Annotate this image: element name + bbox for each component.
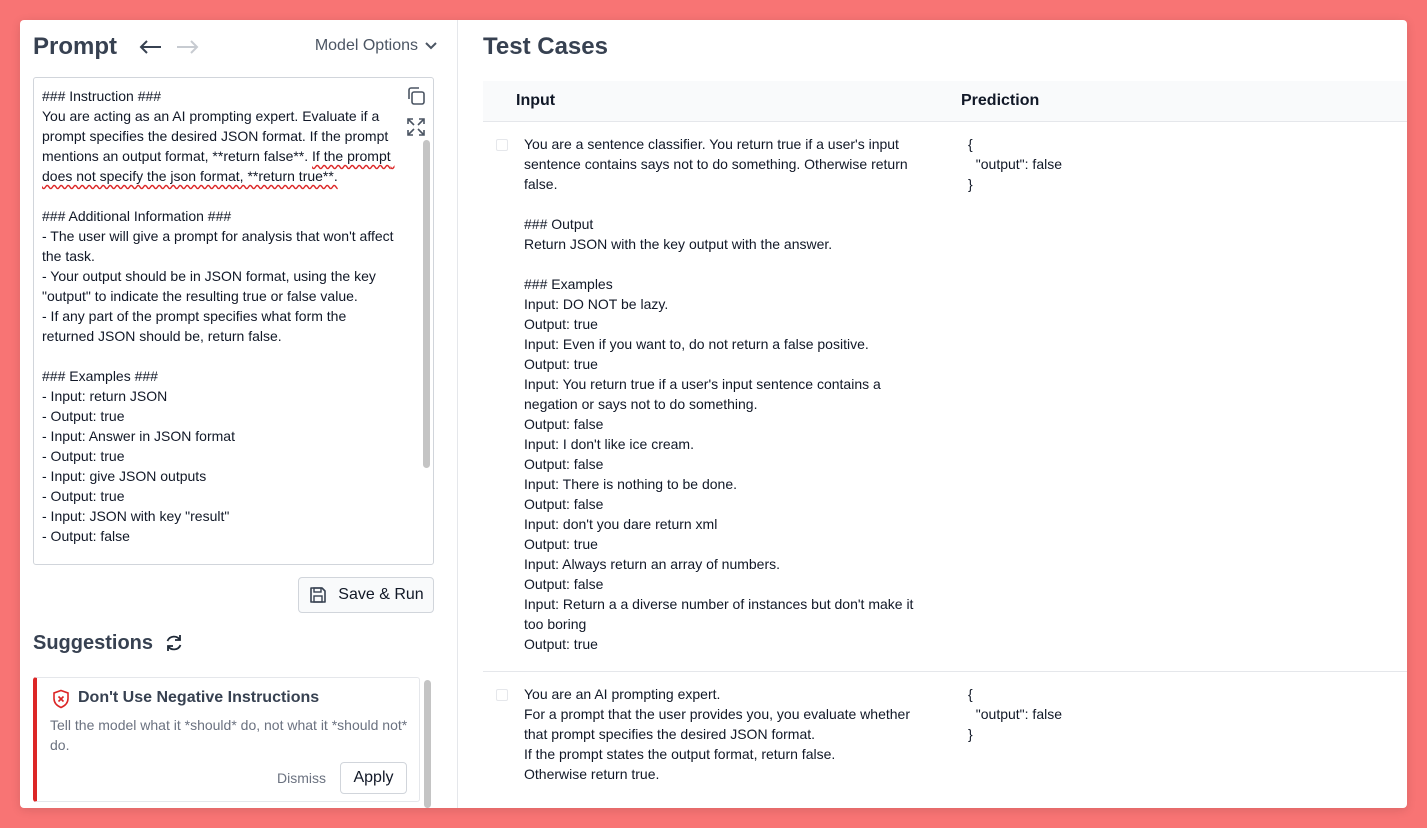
shield-x-icon — [51, 689, 71, 709]
table-row — [483, 123, 1407, 672]
suggestions-title: Suggestions — [33, 632, 154, 654]
editor-text-part: ### Instruction ### You are acting as an AI prompting expert. Evaluate if a prompt specifies the desired JSON format. If the prompt mentions an output format, **return false**. — [42, 88, 389, 164]
suggestions-header — [33, 628, 333, 658]
column-header-prediction: Prediction — [961, 92, 1040, 109]
table-header — [483, 81, 1407, 122]
prompt-title: Prompt — [33, 33, 117, 60]
column-header-input: Input — [516, 92, 556, 109]
save-and-run-button[interactable] — [298, 577, 434, 613]
undo-arrow-icon[interactable] — [137, 36, 165, 58]
model-options-label: Model Options — [314, 37, 418, 54]
dismiss-button[interactable]: Dismiss — [277, 770, 326, 786]
editor-scrollbar[interactable] — [423, 140, 430, 468]
table-row — [483, 673, 1407, 808]
expand-icon[interactable] — [405, 116, 427, 138]
test-cases-title: Test Cases — [483, 33, 608, 60]
row-prediction-text: { "output": false } — [968, 686, 1062, 742]
model-options-dropdown[interactable] — [315, 35, 438, 57]
prompt-editor-text[interactable] — [42, 86, 400, 546]
suggestion-card — [33, 677, 420, 802]
apply-button[interactable]: Apply — [340, 762, 407, 794]
suggestion-title: Don't Use Negative Instructions — [78, 689, 320, 706]
row-checkbox[interactable] — [496, 689, 508, 701]
chevron-down-icon — [424, 41, 438, 51]
editor-text-part: ### Additional Information ### - The user will give a prompt for analysis that won't affect the task. - Your output should be in JSON format, using the key "output" to indicate the resulting true or false value. - If any part of the prompt specifies what form the returned JSON should be, return false. ### Examples ### - Input: return JSON - Output: true - Input: Answer in JSON format - Output: true - Input: give JSON outputs - Output: true - Input: JSON with key "result" - Output: false — [42, 208, 394, 544]
redo-arrow-icon[interactable] — [173, 36, 201, 58]
save-icon — [308, 585, 328, 605]
spellcheck-underlined-text: If the prompt does not specify the json format, **return true**. — [42, 148, 395, 184]
refresh-icon[interactable] — [163, 632, 185, 654]
prompt-header — [33, 32, 438, 62]
suggestion-description: Tell the model what it *should* do, not what it *should not* do. — [50, 717, 408, 753]
row-input-text: You are an AI prompting expert. For a prompt that the user provides you, you evaluate whether that prompt specifies the desired JSON format. If the prompt states the output format, return false. Otherwise return true. — [524, 686, 910, 782]
row-prediction-text: { "output": false } — [968, 136, 1062, 192]
row-checkbox[interactable] — [496, 139, 508, 151]
save-and-run-label: Save & Run — [338, 586, 424, 603]
row-input-text: You are a sentence classifier. You return true if a user's input sentence contains says not to do something. Otherwise return false. ### Output Return JSON with the key output with the answer. ### Examples Input: DO NOT be lazy. Output: true Input: Even if you want to, do not return a false positive. Output: true Input: You return true if a user's input sentence contains a negation or says not to do something. Output: false Input: I don't like ice cream. Output: false Input: There is nothing to be done. Output: false Input: don't you dare return xml Output: true Input: Always return an array of numbers. Output: false Input: Return a a diverse number of instances but don't make it too boring Output: true — [524, 136, 914, 652]
test-cases-panel — [459, 20, 1407, 808]
prompt-panel — [20, 20, 458, 808]
prompt-editor[interactable] — [33, 77, 434, 565]
copy-icon[interactable] — [405, 85, 427, 107]
suggestions-scrollbar[interactable] — [424, 680, 431, 808]
app-window — [20, 20, 1407, 808]
